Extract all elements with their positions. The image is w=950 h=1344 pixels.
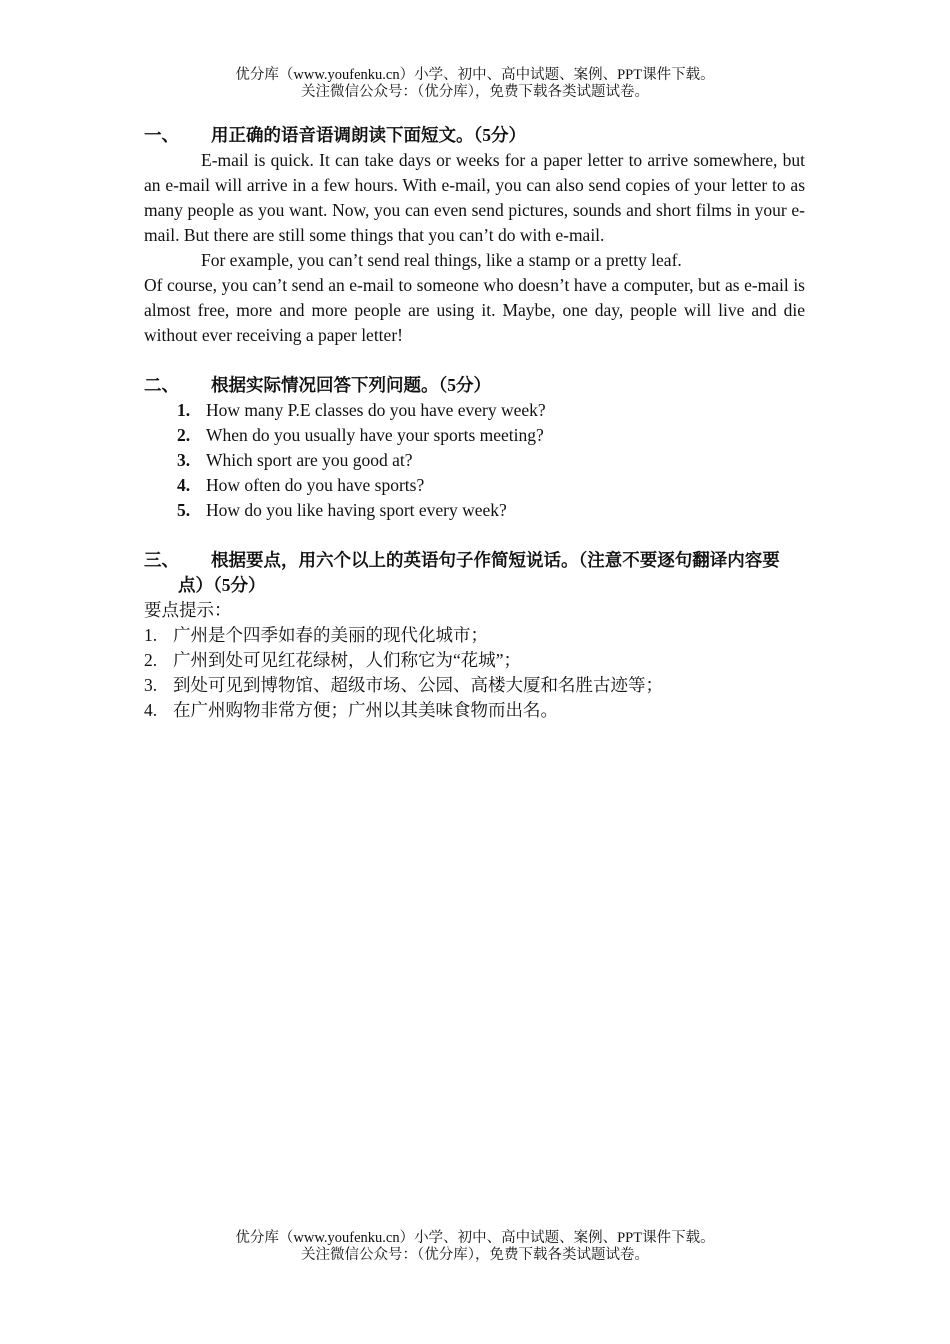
question-item — [144, 423, 805, 448]
section-3-heading — [144, 548, 805, 598]
hint-text: 广州到处可见红花绿树，人们称它为“花城”； — [173, 650, 522, 670]
document-body — [144, 123, 805, 723]
hint-text: 广州是个四季如春的美丽的现代化城市； — [173, 625, 488, 645]
question-text: How many P.E classes do you have every week? — [206, 400, 546, 420]
section-1-heading — [144, 123, 805, 148]
hint-text: 在广州购物非常方便；广州以其美味食物而出名。 — [173, 700, 558, 720]
reading-paragraph-2: For example, you can’t send real things, like a stamp or a pretty leaf. — [201, 250, 682, 270]
footer-line-1: 优分库（www.youfenku.cn）小学、初中、高中试题、案例、PPT课件下载。 — [235, 1230, 715, 1246]
hint-item — [144, 673, 805, 698]
reading-paragraph-1: E-mail is quick. It can take days or weeks for a paper letter to arrive somewhere, but an e-mail will arrive in a few hours. With e-mail, you can also send copies of your letter to as many people as you want. Now, you can even send pictures, sounds and short films in your e-mail. But there are still some things that you can’t do with e-mail. — [144, 150, 805, 245]
question-text: Which sport are you good at? — [206, 450, 413, 470]
section-3-number: 三、 — [144, 550, 179, 570]
hint-label: 要点提示： — [144, 600, 232, 620]
question-list — [144, 398, 805, 523]
header-line-2: 关注微信公众号：（优分库），免费下载各类试题试卷。 — [301, 84, 649, 100]
hint-item — [144, 698, 805, 723]
section-2-heading — [144, 373, 805, 398]
question-number: 2. — [177, 425, 191, 445]
section-2-number: 二、 — [144, 375, 179, 395]
question-number: 3. — [177, 450, 191, 470]
question-item — [144, 498, 805, 523]
hint-item — [144, 648, 805, 673]
hint-text: 到处可见到博物馆、超级市场、公园、高楼大厦和名胜古迹等； — [173, 675, 663, 695]
page-header — [0, 67, 950, 101]
hint-number: 2. — [144, 650, 158, 670]
hint-number: 1. — [144, 625, 158, 645]
page-footer — [0, 1230, 950, 1264]
question-item — [144, 398, 805, 423]
section-2-title: 根据实际情况回答下列问题。（5分） — [211, 375, 491, 395]
spacer — [144, 348, 805, 373]
header-line-1: 优分库（www.youfenku.cn）小学、初中、高中试题、案例、PPT课件下载。 — [235, 67, 715, 83]
section-1-title: 用正确的语音语调朗读下面短文。（5分） — [211, 125, 526, 145]
footer-line-2: 关注微信公众号：（优分库），免费下载各类试题试卷。 — [301, 1247, 649, 1263]
section-1-number: 一、 — [144, 125, 179, 145]
hint-number: 3. — [144, 675, 158, 695]
question-item — [144, 473, 805, 498]
reading-paragraph-3: Of course, you can’t send an e-mail to someone who doesn’t have a computer, but as e-mail is almost free, more and more people are using it. Maybe, one day, people will live and die without ever receiving a paper letter! — [144, 275, 805, 345]
hint-number: 4. — [144, 700, 158, 720]
question-text: How do you like having sport every week? — [206, 500, 507, 520]
section-3-title: 根据要点，用六个以上的英语句子作简短说话。（注意不要逐句翻译内容要点）（5分） — [178, 550, 780, 595]
hint-item — [144, 623, 805, 648]
spacer — [144, 523, 805, 548]
question-item — [144, 448, 805, 473]
question-text: When do you usually have your sports meeting? — [206, 425, 544, 445]
question-number: 4. — [177, 475, 191, 495]
question-number: 1. — [177, 400, 191, 420]
question-number: 5. — [177, 500, 191, 520]
question-text: How often do you have sports? — [206, 475, 425, 495]
